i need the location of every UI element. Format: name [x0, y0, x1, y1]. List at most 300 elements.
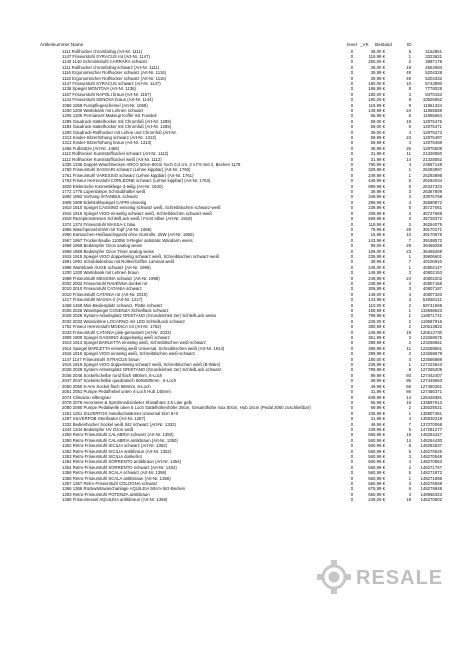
cell-bestand: 3 — [408, 91, 411, 97]
cell-vk: 560,99 € — [368, 443, 385, 449]
cell-id: 5743890 — [425, 80, 442, 86]
cell-level: 0 — [350, 486, 354, 492]
cell-name: 1762 Friseur Herrenstuhl MODICA rot (Art-Nr. 1762) — [62, 324, 162, 330]
cell-name: 1332 Bedienhocker Sockel weiß Sitz schwarz (Art-Nr. 1332) — [62, 421, 176, 427]
cell-level: 0 — [350, 167, 354, 173]
cell-bestand: 1 — [408, 410, 411, 416]
cell-bestand: 3 — [408, 210, 411, 216]
cell-level: 0 — [350, 64, 354, 70]
cell-bestand: 4 — [408, 162, 411, 168]
cell-vk: 349,99 € — [368, 194, 385, 200]
cell-vk: 49,99 € — [370, 421, 385, 427]
cell-level: 0 — [350, 481, 354, 486]
cell-level: 0 — [350, 226, 354, 232]
cell-level: 0 — [350, 270, 354, 276]
cell-bestand: 14 — [406, 394, 411, 400]
cell-bestand: 5 — [408, 113, 411, 119]
cell-bestand: 1 — [408, 475, 411, 481]
cell-vk: 59,00 € — [370, 124, 385, 130]
cell-level: 0 — [350, 151, 354, 157]
cell-vk: 560,99 € — [368, 453, 385, 459]
cell-id: 21328052 — [422, 156, 442, 162]
cell-id: 40802153 — [422, 270, 442, 276]
cell-vk: 449,99 € — [368, 178, 385, 184]
cell-id: 39198572 — [422, 237, 442, 243]
cell-id: 35727061 — [422, 205, 442, 211]
cell-id: 123566888 — [420, 356, 442, 362]
cell-id: 7778029 — [425, 86, 442, 92]
cell-bestand: 2 — [408, 324, 411, 330]
cell-level: 0 — [350, 248, 354, 254]
cell-level: 0 — [350, 335, 354, 341]
cell-vk: 15,99 € — [370, 232, 385, 238]
cell-id: 54938141 — [422, 297, 442, 303]
cell-vk: 180,00 € — [368, 356, 385, 362]
cell-bestand: 2 — [408, 302, 411, 308]
cell-name: 1909 1909 Spiegel GASSINO doppelseitig weiß schwarz — [62, 335, 170, 341]
cell-bestand: 7 — [408, 421, 411, 427]
cell-level: 0 — [350, 329, 354, 335]
cell-id: 11965558 — [423, 107, 442, 113]
cell-vk: 180,00 € — [368, 80, 385, 86]
cell-name: 1892 1892 Vorhang ISTANBUL schwarz — [62, 194, 139, 200]
cell-bestand: 26 — [406, 145, 411, 151]
cell-level: 0 — [350, 135, 354, 140]
cell-vk: 59,99 € — [370, 135, 385, 140]
cell-bestand: 5 — [408, 470, 411, 476]
cell-level: 0 — [350, 291, 354, 297]
cell-vk: 119,99 € — [368, 102, 385, 108]
cell-name: 2078 2078 Aerometer & Sprühmedizinleiter Shinalhare 3,5 Liter gelb — [62, 399, 192, 405]
cell-bestand: 2 — [408, 59, 411, 65]
cell-id: 5204328 — [425, 70, 442, 76]
cell-bestand: 7 — [408, 259, 411, 265]
cell-bestand: 2 — [408, 318, 411, 324]
cell-bestand: 95 — [406, 378, 411, 384]
cell-id: 148966323 — [420, 491, 442, 497]
cell-name: 1456 Fußstütze (Art-Nr. 1456) — [62, 145, 120, 151]
cell-name: 1206 1206 Permanent Makeup Koffer mit Fussteil — [62, 113, 157, 119]
cell-vk: 109,99 € — [368, 426, 385, 432]
cell-level: 0 — [350, 410, 354, 416]
cell-id: 36264075 — [422, 221, 442, 227]
cell-level: 0 — [350, 443, 354, 449]
cell-bestand: 3 — [408, 189, 411, 195]
cell-vk: 39,99 € — [370, 75, 385, 81]
cell-vk: 560,99 € — [368, 475, 385, 481]
cell-name: 2047 2047 Sockelschelbe quadratisch 500x500mm , 6-Loch — [62, 378, 177, 384]
cell-id: 40807187 — [422, 286, 442, 292]
cell-level: 0 — [350, 470, 354, 476]
cell-level: 0 — [350, 264, 354, 270]
cell-id: 26367809 — [422, 189, 442, 195]
cell-bestand: 49 — [406, 70, 411, 76]
watermark-text: RESALE — [356, 567, 444, 589]
cell-level: 0 — [350, 91, 354, 97]
cell-level: 0 — [350, 389, 354, 395]
cell-level: 0 — [350, 156, 354, 162]
cell-id: 148264537 — [420, 443, 442, 449]
cell-name: 1914 Spiegel BARLETTA einseitig weiß Universal, Schreibtischen weiß (Art-Nr. 1914) — [62, 345, 225, 351]
cell-level: 0 — [350, 162, 354, 168]
cell-vk: 249,99 € — [368, 329, 385, 335]
cell-name: 1760 Friseurstuhl SASSARI schwarz (Lehne kippbar) (Art-Nr. 1760) — [62, 167, 191, 173]
cell-vk: 679,99 € — [368, 486, 385, 492]
cell-name: 1772 1775 Lupenlampe Schraubhalter weiß — [62, 189, 146, 195]
cell-level: 0 — [350, 405, 354, 411]
cell-level: 0 — [350, 113, 354, 119]
cell-vk: 560,99 € — [368, 437, 385, 443]
cell-level: 0 — [350, 286, 354, 292]
cell-bestand: 4 — [408, 129, 411, 135]
cell-level: 0 — [350, 178, 354, 184]
cell-name: 1287 SILVERFOB Sterilisator (Art-Nr. 1287) — [62, 416, 146, 422]
cell-name: 1251 1251 SILVERFOX Handtuchwärmer Universal 5cm 8+0 — [62, 410, 179, 416]
cell-name: 1998 Friseurstuhl MESSINA schwarz (Art-Nr. 1998) — [62, 275, 160, 281]
cell-name: 2010 Friseurstuhl CATANIA rot (Art-Nr. 2010) — [62, 291, 148, 297]
cell-level: 0 — [350, 378, 354, 384]
table-header — [40, 41, 440, 48]
cell-vk: 105,99 € — [368, 410, 385, 416]
cell-bestand: 86 — [406, 389, 411, 395]
cell-level: 0 — [350, 102, 354, 108]
cell-vk: 399,99 € — [368, 345, 385, 351]
cell-id: 26293897 — [422, 167, 442, 173]
cell-vk: 119,99 € — [368, 221, 385, 227]
cell-level: 0 — [350, 216, 354, 222]
cell-bestand: 10 — [406, 232, 411, 238]
cell-vk: 59,00 € — [370, 118, 385, 124]
cell-id: 35580872 — [422, 199, 442, 205]
header-vk: _VK — [360, 42, 369, 47]
cell-level: 0 — [350, 232, 354, 238]
cell-bestand: 4 — [408, 291, 411, 297]
cell-name: 1111 Rollhocker chromfarbig schwarz (Art-Nr. 1111) — [62, 64, 160, 70]
cell-level: 0 — [350, 297, 354, 303]
cell-bestand: 5 — [408, 183, 411, 189]
cell-vk: 69,99 € — [370, 405, 385, 411]
cell-level: 0 — [350, 210, 354, 216]
cell-level: 0 — [350, 80, 354, 86]
cell-name: 1167 Friseurstuhl NAPOLI braun (Art-Nr. 1167) — [62, 91, 151, 97]
cell-bestand: 14 — [406, 156, 411, 162]
cell-id: 147281277 — [420, 426, 442, 432]
cell-vk: 339,99 € — [368, 210, 385, 216]
cell-id: 35727669 — [422, 210, 442, 216]
cell-vk: 65,99 € — [370, 399, 385, 405]
cell-vk: 66,99 € — [370, 113, 385, 119]
cell-name: 1960 Kartuschen-Heißwachsgerät ohne Gurtrolle, 25W (Art-Nr. 1960) — [62, 232, 194, 238]
cell-bestand: 3 — [408, 335, 411, 341]
cell-name: 1147 1147 Friseurstuhl SYRACUS braun — [62, 356, 140, 362]
cell-name: 1820 Elektrische Kosmetikliege 3-teilig (Art-Nr. 1620) — [62, 183, 163, 189]
cell-name: 1358 Friseursessel AQUILEIA antikbraun (Art-Nr. 1358) — [62, 497, 168, 503]
cell-name: 2002 2002 Friseurstuhl RAVENNA dunkel rot — [62, 280, 148, 286]
cell-name: 1354 Retro-Friseurstuhl SORRENTO antikbraun (Art-Nr. 1354) — [62, 459, 182, 465]
cell-level: 0 — [350, 351, 354, 357]
cell-id: 123258575 — [420, 335, 442, 341]
cell-id: 35728372 — [422, 216, 442, 222]
cell-name: 1761 Friseurstuhl VARESSIO schwarz (Lehne kippbar) (Art-Nr. 1761) — [62, 172, 194, 178]
cell-name: 1144 Friseurstuhl GENOVA braun (Art-Nr. 1144) — [62, 97, 153, 103]
cell-id: 40100910 — [422, 259, 442, 265]
cell-id: 135807381 — [420, 410, 442, 416]
cell-level: 0 — [350, 199, 354, 205]
cell-id: 12975476 — [422, 118, 442, 124]
cell-bestand: 23 — [406, 248, 411, 254]
cell-name: 1393 Retro-Friseurstuhl POTENZA antikbraun — [62, 491, 150, 497]
cell-name: 2032 2032 Wandvitrine LOCARNO mit LED SchleifLack schwarz — [62, 318, 186, 324]
cell-name: 1116 Ergonomischer Rollhocker schwarz (Art-Nr. 1116) — [62, 75, 167, 81]
cell-bestand: 5 — [408, 448, 411, 454]
cell-bestand: 3 — [408, 280, 411, 286]
cell-id: 127455371 — [420, 389, 442, 395]
cell-bestand: 19 — [406, 432, 411, 438]
cell-name: 1996 Wartebank AUGE schwarz (Art-Nr. 1996) — [62, 264, 151, 270]
cell-vk: 249,00 € — [368, 497, 385, 503]
cell-level: 0 — [350, 70, 354, 76]
cell-name: 1217 Friseurstuhl MASSA-2 (Art-Nr. 1217) — [62, 297, 143, 303]
cell-bestand: 1 — [408, 167, 411, 173]
cell-name: 1353 Retro-Friseurstuhl SICILIA dunkelrot — [62, 453, 142, 459]
cell-vk: 249,99 € — [368, 275, 385, 281]
cell-name: 1313 Kinder-Sitzerhöhung schwarz (Art-Nr. 1313) — [62, 135, 157, 140]
cell-name: 1919 Rezeptionstresen SchleifLack weiß / Front silber (Art-Nr. 1919) — [62, 216, 192, 222]
cell-name: 1147 Friseurstuhl SYRACUS rot (Art-Nr. 1147) — [62, 53, 150, 59]
cell-name: 1285 Gaudruck-Sattelhocker mit Chromfuß (Art-Nr. 1285) — [62, 118, 172, 124]
cell-vk: 560,99 € — [368, 491, 385, 497]
cell-level: 0 — [350, 183, 354, 189]
cell-name: 1968 1968 Bedampfer Ozon analog weiss — [62, 243, 143, 249]
cell-name: 1290 Gaudruck-Rollhocker mit Lehne und Chromfuß (Art-Nr. — [62, 129, 177, 135]
cell-id: 26294034 — [422, 178, 442, 184]
cell-vk: 229,00 € — [368, 318, 385, 324]
cell-name: 1913 1913 Spiegel BARLETTA einseitig weiß, Schreibtischen weiß-schwarz — [62, 340, 206, 346]
cell-level: 0 — [350, 280, 354, 286]
cell-id: 119568623 — [420, 308, 442, 313]
cell-level: 0 — [350, 356, 354, 362]
cell-id: 127450251 — [420, 383, 442, 389]
cell-level: 0 — [350, 448, 354, 454]
cell-level: 0 — [350, 243, 354, 249]
cell-vk: 380,99 € — [368, 324, 385, 330]
cell-level: 0 — [350, 221, 354, 227]
cell-id: 4564593 — [425, 64, 442, 70]
cell-vk: 351,99 € — [368, 335, 385, 341]
header-id: ID — [407, 42, 412, 47]
cell-vk: 299,99 € — [368, 199, 385, 205]
cell-name: 1908 1908 Edelstahlspiegel CAPRI einseitig — [62, 199, 147, 205]
cell-id: 133697613 — [420, 399, 442, 405]
cell-vk: 849,99 € — [368, 394, 385, 400]
cell-bestand: 2 — [408, 340, 411, 346]
cell-bestand: 1 — [408, 253, 411, 259]
cell-vk: 560,99 € — [368, 448, 385, 454]
cell-name: 1374 1374 Friseurstuhl MASSA-1 blau — [62, 221, 136, 227]
cell-level: 0 — [350, 145, 354, 151]
cell-vk: 799,99 € — [368, 313, 385, 319]
cell-name: 1350 Retro-Friseurstuhl CALABRIA schwarz (Art-Nr. 1350) — [62, 432, 174, 438]
cell-name: 1956 Waschpinsel-ESW mit Topf (Art-Nr. 1956) — [62, 226, 152, 232]
cell-bestand: 19 — [406, 329, 411, 335]
cell-name: 1967 1967 Trockenhaube 1100W 3-Regler antistatic Wandarm weiss — [62, 237, 193, 243]
cell-level: 0 — [350, 48, 354, 54]
cell-name: 1344 1344 Bedampfer UV Ozon weiß — [62, 426, 134, 432]
cell-id: 23567148 — [422, 162, 442, 168]
cell-vk: 119,99 € — [368, 53, 385, 59]
cell-vk: 249,00 € — [368, 264, 385, 270]
cell-vk: 110,00 € — [368, 302, 385, 308]
cell-level: 0 — [350, 426, 354, 432]
cell-id: 40807165 — [422, 280, 442, 286]
cell-bestand: 4 — [408, 199, 411, 205]
cell-level: 0 — [350, 459, 354, 465]
cell-level: 0 — [350, 205, 354, 211]
cell-vk: 180,00 € — [368, 97, 385, 103]
cell-vk: 560,99 € — [368, 459, 385, 465]
cell-level: 0 — [350, 491, 354, 497]
cell-id: 148271898 — [420, 475, 442, 481]
cell-bestand: 3 — [408, 286, 411, 292]
cell-level: 0 — [350, 394, 354, 400]
cell-id: 135029021 — [420, 405, 442, 411]
cell-id: 127223643 — [420, 362, 442, 368]
cell-id: 148264430 — [420, 437, 442, 443]
cell-level: 0 — [350, 53, 354, 59]
cell-name: 1916 1916 Spiegel VIGO einseitig weiß, Schreibtischen weiß-schwarz — [62, 351, 196, 357]
cell-level: 0 — [350, 259, 354, 265]
cell-vk: 790,99 € — [368, 162, 385, 168]
cell-bestand: 4 — [408, 356, 411, 362]
cell-bestand: 1 — [408, 53, 411, 59]
cell-vk: 99,00 € — [370, 243, 385, 249]
cell-name: 2033 Friseurstuhl CATANIA pink-gemustert (Art-Nr. 2033) — [62, 329, 171, 335]
cell-bestand: 1 — [408, 172, 411, 178]
cell-bestand: 1 — [408, 264, 411, 270]
cell-id: 120613730 — [420, 329, 442, 335]
cell-id: 127265209 — [420, 367, 442, 373]
cell-level: 0 — [350, 340, 354, 346]
cell-name: 2025 2025 Wandspiegel COSENZA Schleiflack schwarz — [62, 308, 169, 313]
cell-id: 21328050 — [422, 151, 442, 157]
cell-vk: 99,99 € — [370, 372, 385, 378]
cell-name: 1111 Rollhocker chromfarbig (Art-Nr. 1111) — [62, 48, 143, 54]
cell-vk: 560,99 € — [368, 481, 385, 486]
cell-level: 0 — [350, 107, 354, 113]
cell-id: 135930218 — [420, 416, 442, 422]
cell-name: 2010 2010 Friseurstuhl CATANIA schwarz — [62, 286, 142, 292]
cell-level: 0 — [350, 172, 354, 178]
cell-vk: 39,00 € — [370, 129, 385, 135]
cell-level: 0 — [350, 302, 354, 308]
cell-bestand: 4 — [408, 491, 411, 497]
cell-name: 1352 Retro-Friseurstuhl SICILIA schwarz (Art-Nr. 1352) — [62, 443, 168, 449]
cell-level: 0 — [350, 237, 354, 243]
cell-bestand: 93 — [406, 372, 411, 378]
header-level: level — [347, 42, 357, 47]
cell-id: 148271767 — [420, 464, 442, 470]
cell-name: 1147 Friseurstuhl SYRACUS schwarz (Art-Nr. 1147) — [62, 80, 161, 86]
cell-vk: 999,99 € — [368, 183, 385, 189]
cell-name: 2050 2050 5-Arm Sockel flach 650mm, 6-Loch — [62, 383, 151, 389]
cell-id: 120613822 — [420, 324, 442, 330]
cell-vk: 159,99 € — [368, 308, 385, 313]
cell-vk: 39,99 € — [370, 378, 385, 384]
cell-bestand: 49 — [406, 75, 411, 81]
cell-id: 148279948 — [420, 486, 442, 492]
cell-vk: 239,99 € — [368, 280, 385, 286]
cell-vk: 39,99 € — [370, 189, 385, 195]
cell-id: 40802147 — [422, 264, 442, 270]
cell-vk: 109,00 € — [368, 248, 385, 254]
cell-level: 0 — [350, 362, 354, 368]
cell-bestand: 9 — [408, 426, 411, 432]
cell-bestand: 3 — [408, 453, 411, 459]
cell-name: 1200 1200 Wartebank mit Lehnen braun — [62, 270, 139, 276]
cell-name: 1915 1915 Spiegel VIGO doppelseitig schwarz weiß, Schreibtischen weiß (B-Ware) — [62, 362, 221, 368]
cell-id: 3152861 — [425, 48, 442, 54]
table-body — [40, 49, 440, 503]
cell-level: 0 — [350, 313, 354, 319]
cell-id: 8370153 — [425, 91, 442, 97]
cell-vk: 239,99 € — [368, 205, 385, 211]
cell-name: 2074 Climazon silbergrau — [62, 394, 111, 400]
cell-level: 0 — [350, 189, 354, 195]
cell-vk: 799,99 € — [368, 367, 385, 373]
cell-id: 26337323 — [422, 183, 442, 189]
cell-level: 0 — [350, 324, 354, 330]
cell-id: 5204332 — [425, 75, 442, 81]
cell-bestand: 5 — [408, 48, 411, 54]
cell-level: 0 — [350, 275, 354, 281]
cell-vk: 180,00 € — [368, 91, 385, 97]
cell-bestand: 5 — [408, 178, 411, 184]
cell-name: 1140 1140 Schminkstuhl CARRARA schwarz — [62, 59, 148, 65]
cell-bestand: 3 — [408, 194, 411, 200]
cell-id: 12975473 — [422, 129, 442, 135]
cell-id: 39170675 — [422, 232, 442, 238]
cell-name: 1112 Rollhocker Kunststoffsockel weiß (Art-Nr. 1112) — [62, 156, 162, 162]
cell-bestand: 1 — [408, 313, 411, 319]
cell-bestand: 24 — [406, 275, 411, 281]
cell-bestand: 2 — [408, 405, 411, 411]
cell-name: 1910 1910 Spiegel CASSINO einseitig schwarz weiß, Schreibtischen schwarz-weiß — [62, 205, 221, 211]
cell-name: 1915 1915 Spiegel VIGO doppelseitig schwarz weiß, Schreibtischen schwarz-weiß — [62, 253, 220, 259]
cell-id: 3323621 — [425, 53, 442, 59]
cell-bestand: 8 — [408, 443, 411, 449]
cell-name: 1356 Retro-Friseurstuhl SCALA antikbraun (Art-Nr. 1356) — [62, 475, 171, 481]
cell-level: 0 — [350, 475, 354, 481]
cell-level: 0 — [350, 345, 354, 351]
header-bestand: Bestand — [375, 42, 392, 47]
cell-id: 123268651 — [420, 340, 442, 346]
cell-id: 119571741 — [420, 313, 442, 319]
cell-vk: 39,00 € — [370, 64, 385, 70]
cell-bestand: 9 — [408, 97, 411, 103]
cell-name: 1354 Retro-Friseurstuhl SORRENTO schwarz (Art-Nr. 1354) — [62, 464, 177, 470]
cell-bestand: 10 — [406, 80, 411, 86]
cell-bestand: 11 — [406, 345, 411, 351]
cell-vk: 560,99 € — [368, 470, 385, 476]
cell-bestand: 11 — [406, 151, 411, 157]
cell-bestand: 19 — [406, 64, 411, 70]
cell-vk: 239,99 € — [368, 253, 385, 259]
cell-name: 1068 1068 Fusspflegeschemel (Art-Nr. 1068) — [62, 102, 148, 108]
header-name: Artikelnummer Name — [40, 42, 84, 47]
cell-id: 127442407 — [420, 372, 442, 378]
cell-bestand: 1 — [408, 308, 411, 313]
cell-bestand: 3 — [408, 481, 411, 486]
